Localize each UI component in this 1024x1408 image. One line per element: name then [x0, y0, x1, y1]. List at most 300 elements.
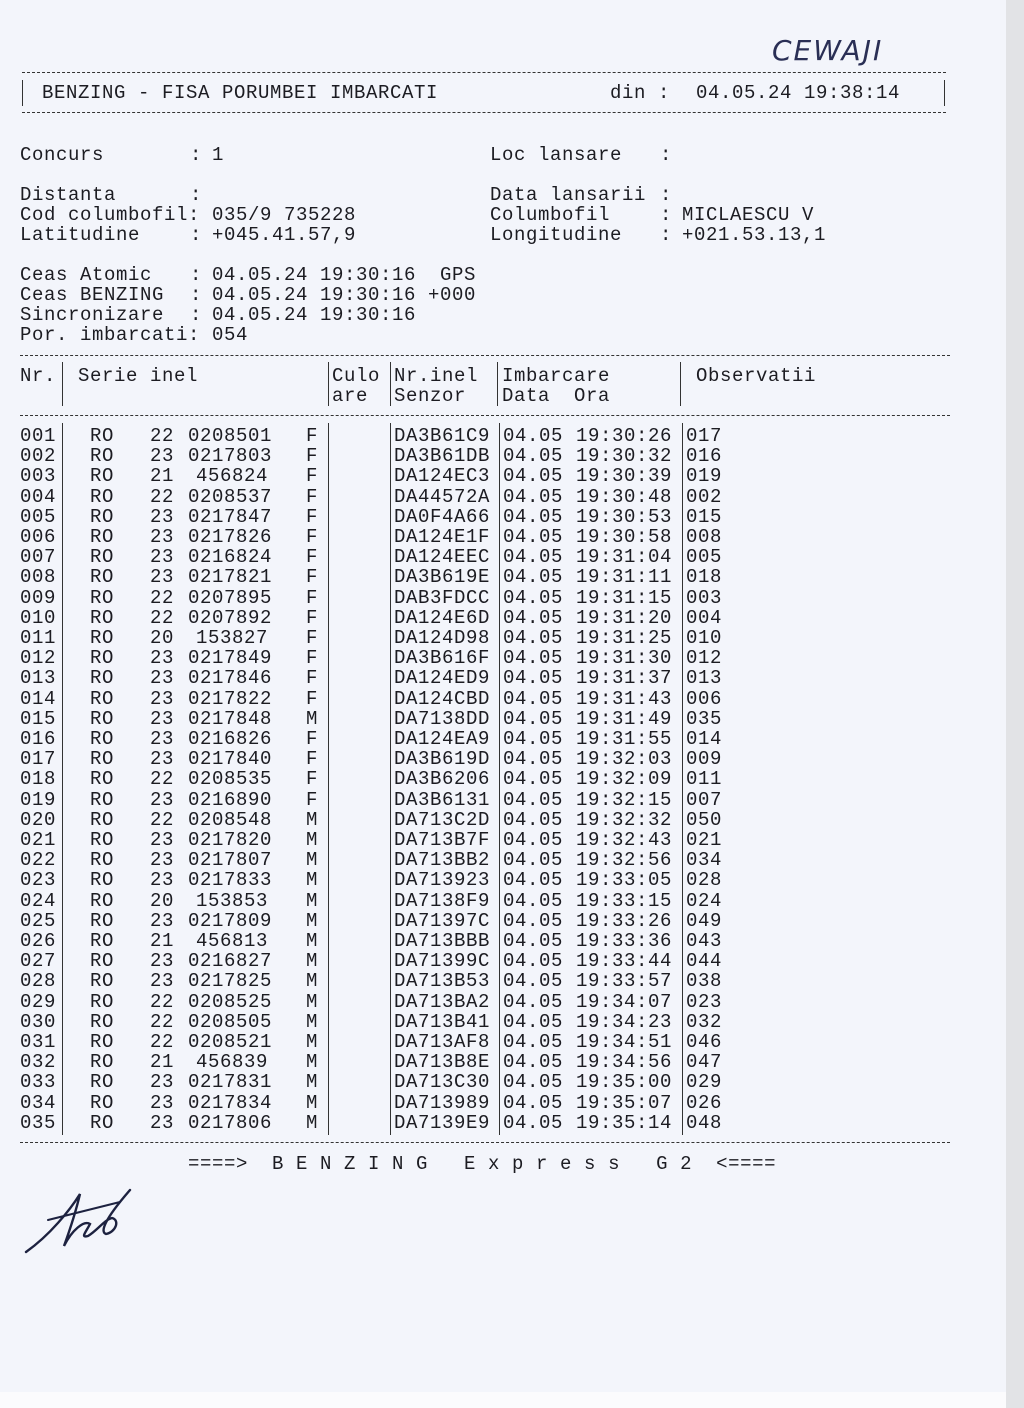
distanta-colon: : [190, 184, 203, 206]
cell-obs: 047 [686, 1051, 723, 1074]
cell-sex: F [305, 505, 318, 528]
cell-obs: 043 [686, 930, 723, 952]
header-nr: Nr. [20, 365, 57, 387]
cell-date: 04.05 [503, 667, 564, 690]
cell-obs: 050 [686, 808, 723, 831]
cell-time: 19:33:36 [576, 930, 673, 952]
cell-obs: 015 [686, 505, 723, 528]
ceas-benzing-suffix: +000 [428, 284, 477, 306]
cell-country: RO [90, 728, 115, 750]
cell-ring: 456813 [195, 930, 268, 952]
cell-nr: 010 [20, 606, 57, 629]
cell-sensor: DA713C30 [394, 1071, 491, 1094]
cell-year: 23 [150, 950, 175, 973]
cell-country: RO [90, 889, 115, 912]
cell-ring: 0217847 [188, 505, 273, 528]
cell-year: 22 [150, 425, 175, 447]
longitudine-colon: : [660, 224, 673, 246]
cell-country: RO [90, 445, 115, 468]
cell-time: 19:34:07 [576, 990, 673, 1013]
cell-country: RO [90, 526, 115, 548]
cell-obs: 018 [686, 566, 723, 589]
cell-date: 04.05 [503, 829, 564, 851]
cell-date: 04.05 [503, 546, 564, 569]
cell-sex: M [305, 889, 318, 912]
cell-ring: 0208535 [188, 768, 273, 791]
data-lansarii-label: Data lansarii [490, 184, 647, 206]
cell-year: 23 [150, 526, 175, 548]
cell-nr: 030 [20, 1010, 57, 1033]
cell-year: 23 [150, 546, 175, 569]
cell-country: RO [90, 687, 115, 710]
cell-year: 22 [150, 606, 175, 629]
cell-time: 19:33:44 [576, 950, 673, 973]
cell-nr: 020 [20, 808, 57, 831]
cell-sensor: DA124CBD [394, 687, 491, 710]
columbofil-value: MICLAESCU V [682, 204, 815, 226]
cell-ring: 0217849 [188, 647, 273, 670]
cell-sensor: DA3B6206 [394, 768, 491, 791]
header-serie-inel: Serie inel [78, 365, 199, 387]
cell-sex: F [305, 465, 318, 488]
header-imbarcare: Imbarcare [502, 365, 611, 387]
cell-obs: 014 [686, 728, 723, 750]
cell-date: 04.05 [503, 950, 564, 973]
cell-sensor: DA3B616F [394, 647, 491, 670]
cell-sensor: DA713BA2 [394, 990, 491, 1013]
cell-nr: 008 [20, 566, 57, 589]
cell-sex: F [305, 485, 318, 508]
cell-time: 19:31:25 [576, 627, 673, 649]
col-divider [499, 423, 500, 1135]
cell-time: 19:30:32 [576, 445, 673, 468]
cell-sensor: DA124E6D [394, 606, 491, 629]
col-divider [390, 362, 391, 406]
cell-sex: F [305, 768, 318, 791]
cell-time: 19:31:55 [576, 728, 673, 750]
col-divider [682, 423, 683, 1135]
cell-sensor: DA713C2D [394, 808, 491, 831]
cell-sensor: DA71399C [394, 950, 491, 973]
cell-ring: 0217834 [188, 1091, 273, 1114]
cell-sex: M [305, 950, 318, 973]
cell-sensor: DA0F4A66 [394, 505, 491, 528]
cell-ring: 0208501 [188, 425, 273, 447]
cell-year: 20 [150, 627, 175, 649]
cell-country: RO [90, 869, 115, 892]
cell-year: 23 [150, 687, 175, 710]
cell-date: 04.05 [503, 869, 564, 892]
cell-country: RO [90, 1051, 115, 1074]
ceas-atomic-label: Ceas Atomic [20, 264, 153, 286]
data-lansarii-colon: : [660, 184, 673, 206]
cell-nr: 017 [20, 748, 57, 771]
cod-columbofil-colon: : [188, 204, 201, 226]
cell-country: RO [90, 930, 115, 952]
cell-obs: 004 [686, 606, 723, 629]
cell-ring: 0217820 [188, 829, 273, 851]
cell-ring: 153827 [195, 627, 268, 649]
cell-time: 19:30:26 [576, 425, 673, 447]
cell-sensor: DA713B8E [394, 1051, 491, 1074]
col-divider [680, 362, 681, 406]
cell-year: 22 [150, 1010, 175, 1033]
cell-obs: 028 [686, 869, 723, 892]
cell-sex: F [305, 425, 318, 447]
header-left-border [22, 80, 23, 106]
cell-year: 22 [150, 768, 175, 791]
cell-sensor: DA3B6131 [394, 788, 491, 811]
cell-year: 23 [150, 849, 175, 872]
cell-sensor: DA124D98 [394, 627, 491, 649]
cell-country: RO [90, 748, 115, 771]
cell-obs: 006 [686, 687, 723, 710]
cell-sex: F [305, 606, 318, 629]
header-data: Data [502, 385, 551, 407]
cell-nr: 007 [20, 546, 57, 569]
cell-sensor: DA3B619E [394, 566, 491, 589]
cell-date: 04.05 [503, 970, 564, 993]
cell-nr: 003 [20, 465, 57, 488]
cell-ring: 0216824 [188, 546, 273, 569]
cell-sex: M [305, 707, 318, 730]
table-top-border [20, 355, 950, 356]
cell-date: 04.05 [503, 1031, 564, 1053]
cell-country: RO [90, 1091, 115, 1114]
cell-obs: 009 [686, 748, 723, 771]
sincronizare-colon: : [190, 304, 203, 326]
din-label: din : [610, 82, 671, 104]
columbofil-label: Columbofil [490, 204, 611, 226]
cell-sensor: DA44572A [394, 485, 491, 508]
cell-nr: 004 [20, 485, 57, 508]
cell-year: 23 [150, 788, 175, 811]
cell-obs: 029 [686, 1071, 723, 1094]
cell-sensor: DA713B7F [394, 829, 491, 851]
cell-nr: 027 [20, 950, 57, 973]
cell-country: RO [90, 505, 115, 528]
latitudine-label: Latitudine [20, 224, 141, 246]
cell-sex: F [305, 788, 318, 811]
cell-ring: 0217822 [188, 687, 273, 710]
ceas-atomic-value: 04.05.24 19:30:16 [212, 264, 417, 286]
cell-obs: 035 [686, 707, 723, 730]
scan-edge [1006, 0, 1024, 1408]
table-header-border [20, 415, 950, 416]
cell-date: 04.05 [503, 1010, 564, 1033]
cell-year: 23 [150, 1091, 175, 1114]
header-nr-inel: Nr.inel [394, 365, 479, 387]
cell-date: 04.05 [503, 586, 564, 609]
cell-nr: 015 [20, 707, 57, 730]
cell-sex: M [305, 990, 318, 1013]
cell-nr: 012 [20, 647, 57, 670]
sincronizare-label: Sincronizare [20, 304, 165, 326]
cell-sex: F [305, 748, 318, 771]
cell-ring: 0216827 [188, 950, 273, 973]
cell-year: 21 [150, 465, 175, 488]
cell-time: 19:30:53 [576, 505, 673, 528]
cell-ring: 0217833 [188, 869, 273, 892]
cell-sex: F [305, 728, 318, 750]
loc-lansare-colon: : [660, 144, 673, 166]
cell-country: RO [90, 950, 115, 973]
cell-obs: 032 [686, 1010, 723, 1033]
cell-country: RO [90, 546, 115, 569]
cell-time: 19:31:15 [576, 586, 673, 609]
cell-obs: 016 [686, 445, 723, 468]
concurs-value: 1 [212, 144, 225, 166]
por-imbarcati-label: Por. imbarcati [20, 324, 189, 346]
header-ora: Ora [574, 385, 611, 407]
cell-ring: 0217803 [188, 445, 273, 468]
cell-sensor: DA7138DD [394, 707, 491, 730]
cell-date: 04.05 [503, 566, 564, 589]
loc-lansare-label: Loc lansare [490, 144, 623, 166]
cell-obs: 023 [686, 990, 723, 1013]
cell-sex: M [305, 1091, 318, 1114]
cell-sex: F [305, 667, 318, 690]
ceas-atomic-suffix: GPS [440, 264, 477, 286]
cell-obs: 003 [686, 586, 723, 609]
cell-nr: 034 [20, 1091, 57, 1114]
cell-year: 23 [150, 970, 175, 993]
cell-obs: 012 [686, 647, 723, 670]
cell-nr: 014 [20, 687, 57, 710]
cell-country: RO [90, 808, 115, 831]
cell-nr: 025 [20, 909, 57, 932]
cell-time: 19:31:43 [576, 687, 673, 710]
cell-time: 19:31:11 [576, 566, 673, 589]
cell-sensor: DA124ED9 [394, 667, 491, 690]
cell-obs: 019 [686, 465, 723, 488]
cell-country: RO [90, 586, 115, 609]
cell-nr: 022 [20, 849, 57, 872]
cell-obs: 011 [686, 768, 723, 791]
cell-year: 23 [150, 728, 175, 750]
cell-ring: 0208505 [188, 1010, 273, 1033]
cell-time: 19:32:56 [576, 849, 673, 872]
cell-year: 22 [150, 808, 175, 831]
cell-sensor: DA7138F9 [394, 889, 491, 912]
cell-country: RO [90, 849, 115, 872]
cell-date: 04.05 [503, 425, 564, 447]
cell-time: 19:35:00 [576, 1071, 673, 1094]
cell-date: 04.05 [503, 1111, 564, 1134]
cell-nr: 001 [20, 425, 57, 447]
cell-time: 19:31:30 [576, 647, 673, 670]
cell-year: 23 [150, 445, 175, 468]
cell-time: 19:34:51 [576, 1031, 673, 1053]
cell-time: 19:30:39 [576, 465, 673, 488]
cell-date: 04.05 [503, 1091, 564, 1114]
cell-country: RO [90, 566, 115, 589]
cell-country: RO [90, 465, 115, 488]
cell-sex: M [305, 1031, 318, 1053]
longitudine-label: Longitudine [490, 224, 623, 246]
cell-sex: F [305, 627, 318, 649]
cell-nr: 028 [20, 970, 57, 993]
cell-ring: 456824 [195, 465, 268, 488]
cell-sensor: DA7139E9 [394, 1111, 491, 1134]
cell-sensor: DA71397C [394, 909, 491, 932]
cell-sex: F [305, 687, 318, 710]
cell-time: 19:32:15 [576, 788, 673, 811]
cell-nr: 033 [20, 1071, 57, 1094]
header-right-border [944, 80, 945, 106]
ceas-atomic-colon: : [190, 264, 203, 286]
cell-date: 04.05 [503, 930, 564, 952]
din-value: 04.05.24 19:38:14 [696, 82, 901, 104]
cell-ring: 0208525 [188, 990, 273, 1013]
cell-country: RO [90, 707, 115, 730]
cell-ring: 0207895 [188, 586, 273, 609]
cell-ring: 0217825 [188, 970, 273, 993]
cell-country: RO [90, 425, 115, 447]
cell-ring: 0208537 [188, 485, 273, 508]
cell-country: RO [90, 990, 115, 1013]
cell-sex: M [305, 1051, 318, 1074]
cell-ring: 0216890 [188, 788, 273, 811]
cell-sex: M [305, 849, 318, 872]
cell-obs: 049 [686, 909, 723, 932]
cell-sensor: DA3B61C9 [394, 425, 491, 447]
col-divider [497, 362, 498, 406]
cell-sex: F [305, 586, 318, 609]
cell-sex: M [305, 1071, 318, 1094]
cell-nr: 006 [20, 526, 57, 548]
cell-sex: F [305, 445, 318, 468]
cell-obs: 010 [686, 627, 723, 649]
cell-obs: 038 [686, 970, 723, 993]
cell-nr: 023 [20, 869, 57, 892]
col-divider [62, 423, 63, 1135]
cell-year: 21 [150, 930, 175, 952]
cell-nr: 011 [20, 627, 57, 649]
cell-sex: M [305, 1111, 318, 1134]
cell-date: 04.05 [503, 687, 564, 710]
por-imbarcati-colon: : [188, 324, 201, 346]
cell-year: 22 [150, 990, 175, 1013]
cell-year: 23 [150, 909, 175, 932]
cell-time: 19:30:58 [576, 526, 673, 548]
footer-banner: ====> B E N Z I N G E x p r e s s G 2 <==== [188, 1153, 777, 1175]
sincronizare-value: 04.05.24 19:30:16 [212, 304, 417, 326]
cell-time: 19:32:03 [576, 748, 673, 771]
ceas-benzing-colon: : [190, 284, 203, 306]
cell-country: RO [90, 667, 115, 690]
cell-sensor: DA124EC3 [394, 465, 491, 488]
cell-sensor: DA3B61DB [394, 445, 491, 468]
cell-time: 19:32:09 [576, 768, 673, 791]
cell-time: 19:31:20 [576, 606, 673, 629]
cell-year: 23 [150, 829, 175, 851]
cell-nr: 019 [20, 788, 57, 811]
cell-year: 23 [150, 1071, 175, 1094]
concurs-label: Concurs [20, 144, 105, 166]
cell-date: 04.05 [503, 748, 564, 771]
cell-sensor: DA713AF8 [394, 1031, 491, 1053]
cell-date: 04.05 [503, 485, 564, 508]
table-bottom-border [20, 1142, 950, 1143]
cell-sex: M [305, 869, 318, 892]
cell-ring: 0216826 [188, 728, 273, 750]
cell-nr: 021 [20, 829, 57, 851]
cell-sensor: DA124EA9 [394, 728, 491, 750]
cell-date: 04.05 [503, 707, 564, 730]
document-title: BENZING - FISA PORUMBEI IMBARCATI [42, 82, 439, 104]
cell-obs: 021 [686, 829, 723, 851]
cell-date: 04.05 [503, 889, 564, 912]
header-top-border [22, 72, 946, 73]
cell-nr: 016 [20, 728, 57, 750]
cell-date: 04.05 [503, 505, 564, 528]
cell-country: RO [90, 1071, 115, 1094]
cell-time: 19:33:26 [576, 909, 673, 932]
cell-sex: F [305, 566, 318, 589]
cell-sex: F [305, 526, 318, 548]
cell-sex: M [305, 808, 318, 831]
cell-obs: 024 [686, 889, 723, 912]
cell-nr: 031 [20, 1031, 57, 1053]
cell-date: 04.05 [503, 526, 564, 548]
cell-year: 22 [150, 1031, 175, 1053]
header-bottom-border [22, 112, 946, 113]
cell-year: 23 [150, 707, 175, 730]
ceas-benzing-label: Ceas BENZING [20, 284, 165, 306]
cell-sex: M [305, 829, 318, 851]
cell-sensor: DA124EEC [394, 546, 491, 569]
por-imbarcati-value: 054 [212, 324, 249, 346]
cell-time: 19:34:56 [576, 1051, 673, 1074]
cell-date: 04.05 [503, 647, 564, 670]
cell-obs: 002 [686, 485, 723, 508]
cell-country: RO [90, 485, 115, 508]
cell-ring: 0217840 [188, 748, 273, 771]
cell-country: RO [90, 1031, 115, 1053]
cell-sex: F [305, 546, 318, 569]
latitudine-colon: : [190, 224, 203, 246]
cell-year: 22 [150, 586, 175, 609]
cell-date: 04.05 [503, 1051, 564, 1074]
handwritten-note: CEWAJI [772, 34, 884, 67]
cell-ring: 0217807 [188, 849, 273, 872]
cell-obs: 013 [686, 667, 723, 690]
cell-obs: 007 [686, 788, 723, 811]
cell-ring: 0217848 [188, 707, 273, 730]
cell-ring: 153853 [195, 889, 268, 912]
concurs-colon: : [190, 144, 203, 166]
cell-year: 23 [150, 667, 175, 690]
cell-time: 19:32:43 [576, 829, 673, 851]
header-culoare-1: Culo [332, 365, 381, 387]
cell-sex: M [305, 909, 318, 932]
cell-sex: M [305, 1010, 318, 1033]
cell-date: 04.05 [503, 445, 564, 468]
cell-nr: 026 [20, 930, 57, 952]
cell-obs: 034 [686, 849, 723, 872]
header-observatii: Observatii [696, 365, 817, 387]
cell-time: 19:35:07 [576, 1091, 673, 1114]
cell-country: RO [90, 627, 115, 649]
cell-obs: 008 [686, 526, 723, 548]
cell-time: 19:33:15 [576, 889, 673, 912]
cell-country: RO [90, 606, 115, 629]
cell-sex: M [305, 970, 318, 993]
cod-columbofil-label: Cod columbofil [20, 204, 189, 226]
cell-sensor: DA713BBB [394, 930, 491, 952]
signature [20, 1180, 140, 1260]
